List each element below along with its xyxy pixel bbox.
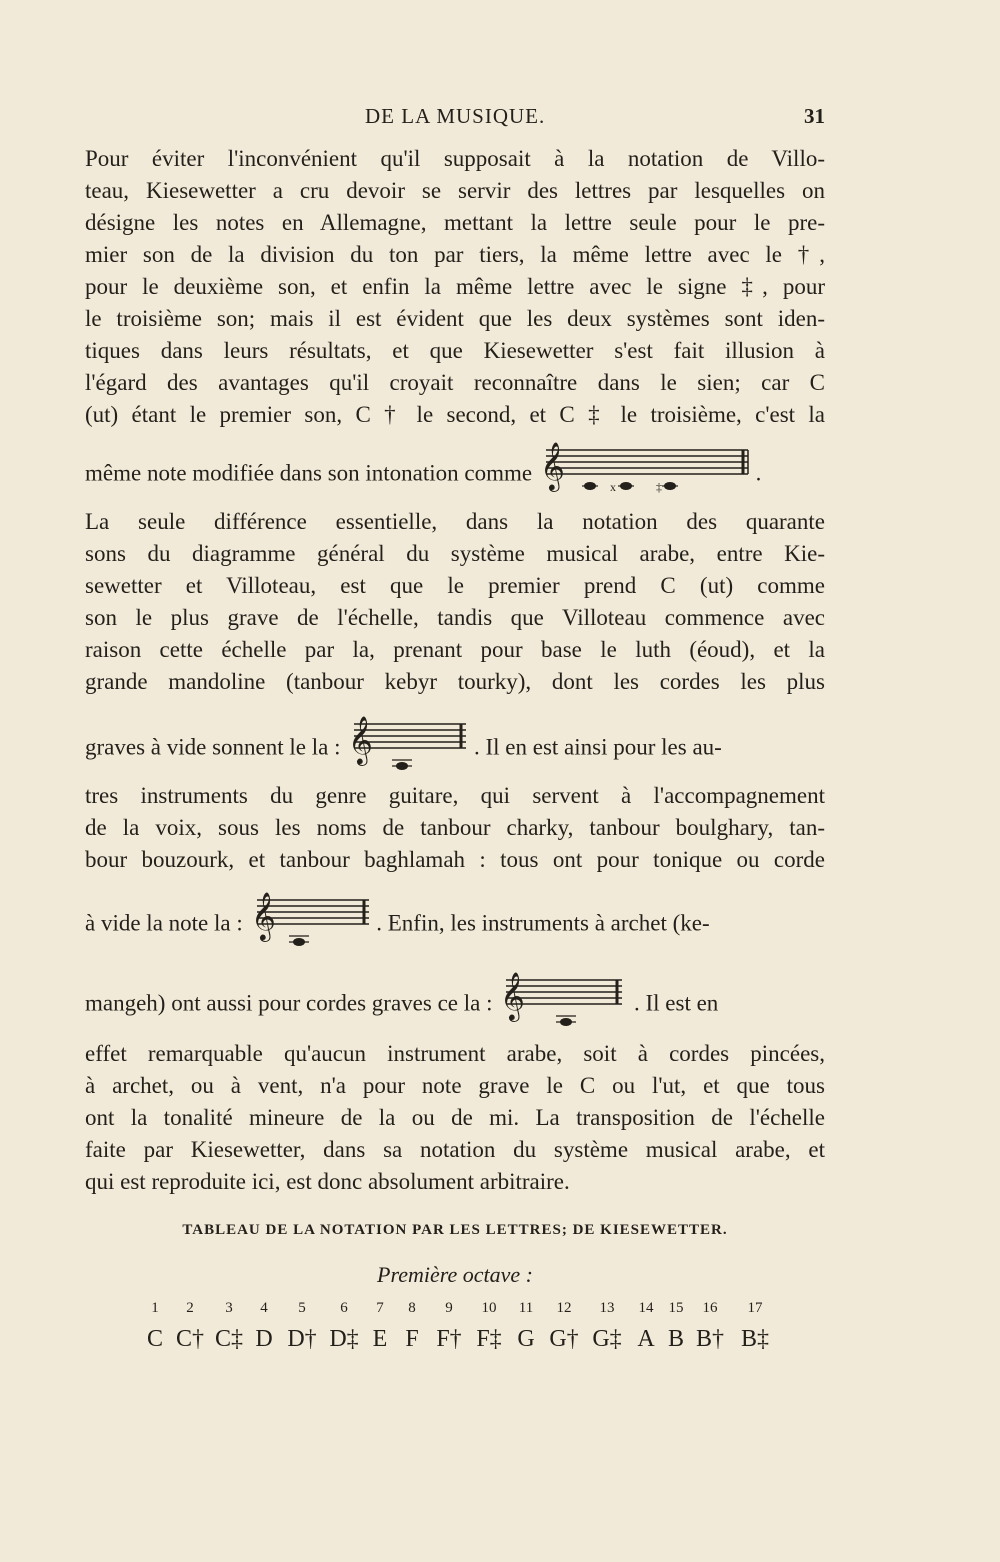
svg-text:x: x (609, 480, 616, 494)
text-line: pour le deuxième son, et enfin la même lettre avec le signe ‡, pour (85, 274, 825, 299)
note-number: 5 (298, 1300, 306, 1316)
text-line: faite par Kiesewetter, dans sa notation du système musical arabe, et (85, 1137, 825, 1162)
text-line-with-staff (85, 715, 825, 764)
note-letter: B‡ (740, 1326, 770, 1352)
note-number: 1 (151, 1300, 159, 1316)
note-letter: F† (436, 1326, 462, 1352)
note-letter: B† (695, 1326, 725, 1352)
note-number: 7 (376, 1300, 384, 1316)
text-line: bour bouzourk, et tanbour baghlamah : tous ont pour tonique ou corde (85, 847, 825, 872)
text-line: le troisième son; mais il est évident que les deux systèmes sont iden- (85, 306, 825, 331)
text-line-with-staff (85, 891, 825, 940)
text-line: mier son de la division du ton par tiers, la même lettre avec le †, (85, 242, 825, 267)
note-number: 15 (668, 1300, 684, 1316)
text-line: désigne les notes en Allemagne, mettant la lettre seule pour le pre- (85, 210, 825, 235)
note-number: 11 (518, 1300, 534, 1316)
note-number: 8 (408, 1300, 416, 1316)
running-header (85, 104, 825, 134)
note-number: 16 (702, 1300, 718, 1316)
text-line: sons du diagramme général du système musical arabe, entre Kie- (85, 541, 825, 566)
note-number: 6 (340, 1300, 348, 1316)
music-staff-note (249, 886, 371, 950)
text-line: tiques dans leurs résultats, et que Kiesewetter s'est fait illusion à (85, 338, 825, 363)
note-number: 13 (599, 1300, 615, 1316)
note-letter: D (255, 1326, 273, 1352)
note-number: 17 (747, 1300, 763, 1316)
note-letter: F‡ (476, 1326, 502, 1352)
note-letter: G (517, 1326, 535, 1352)
note-letter: D† (287, 1326, 317, 1352)
text-line: tres instruments du genre guitare, qui servent à l'accompagnement (85, 783, 825, 808)
text-line: son le plus grave de l'échelle, tandis que Villoteau commence avec (85, 605, 825, 630)
text-line: (ut) étant le premier son, C † le second, et C ‡ le troisième, c'est la (85, 402, 825, 427)
text-line: La seule différence essentielle, dans la notation des quarante (85, 509, 825, 534)
text-segment: graves à vide sonnent le la : (85, 734, 341, 760)
note-number: 10 (481, 1300, 497, 1316)
text-line: grande mandoline (tanbour kebyr tourky), dont les cordes les plus (85, 669, 825, 694)
svg-text:𝄞: 𝄞 (348, 715, 374, 764)
text-line: effet remarquable qu'aucun instrument arabe, soit à cordes pincées, (85, 1041, 825, 1066)
note-letter: F (405, 1326, 419, 1352)
note-letter: E (372, 1326, 388, 1352)
text-segment: . Il en est ainsi pour les au- (473, 734, 722, 760)
note-number: 12 (556, 1300, 572, 1316)
text-line: Pour éviter l'inconvénient qu'il supposait à la notation de Villo- (85, 146, 825, 171)
music-staff-note (498, 966, 628, 1030)
text-line: raison cette échelle par la, prenant pour base le luth (éoud), et la (85, 637, 825, 662)
note-letter: A (637, 1326, 655, 1352)
text-segment: à vide la note la : (85, 910, 243, 936)
text-segment: . Il est en (633, 990, 719, 1016)
text-segment: même note modifiée dans son intonation comme (85, 460, 533, 486)
text-line-with-staff (85, 971, 825, 1020)
text-line: qui est reproduite ici, est donc absolument arbitraire. (85, 1169, 570, 1194)
page-number: 31 (804, 104, 825, 128)
svg-text:𝄞: 𝄞 (500, 971, 526, 1020)
note-letter: D‡ (329, 1326, 359, 1352)
text-line: sewetter et Villoteau, est que le premier prend C (ut) comme (85, 573, 825, 598)
running-title: DE LA MUSIQUE. (365, 104, 546, 128)
text-line: teau, Kiesewetter a cru devoir se servir des lettres par lesquelles on (85, 178, 825, 203)
music-staff-note (346, 710, 468, 774)
text-segment: . Enfin, les instruments à archet (ke- (376, 910, 710, 936)
note-number: 14 (638, 1300, 654, 1316)
table-title: TABLEAU DE LA NOTATION PAR LES LETTRES; DE KIESEWETTER. (182, 1222, 728, 1238)
note-number: 9 (445, 1300, 453, 1316)
svg-text:𝄞: 𝄞 (250, 891, 276, 940)
table-subtitle: Première octave : (377, 1262, 533, 1287)
note-letter: G‡ (592, 1326, 622, 1352)
text-line-with-staff (85, 441, 825, 494)
note-number: 3 (225, 1300, 233, 1316)
text-line: de la voix, sous les noms de tanbour charky, tanbour boulghary, tan- (85, 815, 825, 840)
music-staff-notes (538, 436, 750, 500)
note-letter: B (667, 1326, 685, 1352)
note-letter: C (146, 1326, 164, 1352)
note-number: 2 (186, 1300, 194, 1316)
text-line: ont la tonalité mineure de la ou de mi. La transposition de l'échelle (85, 1105, 825, 1130)
svg-text:𝄞: 𝄞 (539, 441, 565, 490)
svg-text:‡: ‡ (655, 480, 662, 494)
note-letter: G† (549, 1326, 579, 1352)
text-segment: mangeh) ont aussi pour cordes graves ce la : (85, 990, 493, 1016)
text-line: l'égard des avantages qu'il croyait reconnaître dans le sien; car C (85, 370, 825, 395)
note-number: 4 (260, 1300, 268, 1316)
note-letter: C‡ (214, 1326, 244, 1352)
note-letter: C† (175, 1326, 205, 1352)
text-line: à archet, ou à vent, n'a pour note grave le C ou l'ut, et que tous (85, 1073, 825, 1098)
period: . (755, 460, 762, 486)
